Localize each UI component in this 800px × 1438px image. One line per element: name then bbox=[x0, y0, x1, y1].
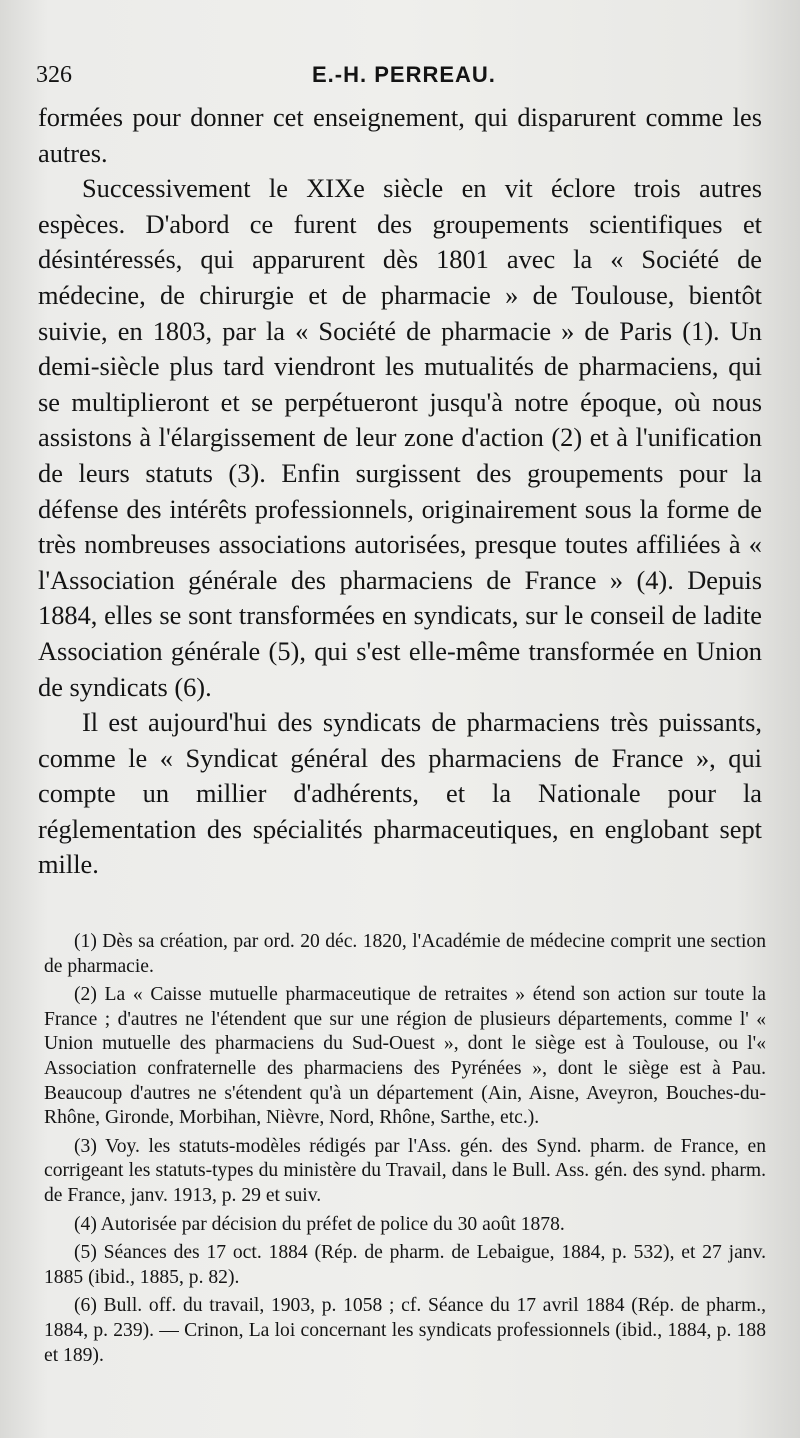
paragraph: Successivement le XIXe siècle en vit éclore trois autres espèces. D'abord ce furent des groupements scientifiques et désintéressés, qui apparurent dès 1801 avec la « Société de médecine, de chirurgie et de pharmacie » de Toulouse, bientôt suivie, en 1803, par la « Société de pharmacie » de Paris (1). Un demi-siècle plus tard viendront les mutualités de pharmaciens, qui se multiplieront et se perpétueront jusqu'à notre époque, où nous assistons à l'élargissement de leur zone d'action (2) et à l'unification de leurs statuts (3). Enfin surgissent des groupements pour la défense des intérêts professionnels, originairement sous la forme de très nombreuses associations autorisées, presque toutes affiliées à « l'Association générale des pharmaciens de France » (4). Depuis 1884, elles se sont transformées en syndicats, sur le conseil de ladite Association générale (5), qui s'est elle-même transformée en Union de syndicats (6). bbox=[38, 173, 762, 702]
footnote: (1) Dès sa création, par ord. 20 déc. 1820, l'Académie de médecine comprit une section de pharmacie. bbox=[44, 931, 766, 977]
paragraph: Il est aujourd'hui des syndicats de pharmaciens très puissants, comme le « Syndicat général des pharmaciens de France », qui compte un millier d'adhérents, et la Nationale pour la réglementation des spécialités pharmaceutiques, en englobant sept mille. bbox=[38, 707, 762, 880]
footnote: (2) La « Caisse mutuelle pharmaceutique de retraites » étend son action sur toute la France ; d'autres ne l'étendent que sur une région de plusieurs départements, comme l' « Union mutuelle des pharmaciens du Sud-Ouest », dont le siège est à Toulouse, ou l'« Association confraternelle des pharmaciens des Pyrénées », dont le siège est à Pau. Beaucoup d'autres ne s'étendent qu'à un département (Ain, Aisne, Aveyron, Bouches-du-Rhône, Gironde, Morbihan, Nièvre, Nord, Rhône, Sarthe, etc.). bbox=[44, 984, 766, 1129]
page-number: 326 bbox=[36, 62, 72, 88]
paragraph-continuation: formées pour donner cet enseignement, qui disparurent comme les autres. bbox=[38, 102, 762, 168]
footnote: (3) Voy. les statuts-modèles rédigés par l'Ass. gén. des Synd. pharm. de France, en corrigeant les statuts-types du ministère du Travail, dans le Bull. Ass. gén. des synd. pharm. de France, janv. 1913, p. 29 et suiv. bbox=[44, 1135, 766, 1206]
footnotes bbox=[44, 930, 766, 1372]
footnote: (5) Séances des 17 oct. 1884 (Rép. de pharm. de Lebaigue, 1884, p. 532), et 27 janv. 1885 (ibid., 1885, p. 82). bbox=[44, 1242, 766, 1288]
page-header bbox=[36, 62, 766, 98]
footnote: (6) Bull. off. du travail, 1903, p. 1058 ; cf. Séance du 17 avril 1884 (Rép. de pharm., 1884, p. 239). — Crinon, La loi concernant les syndicats professionnels (ibid., 1884, p. 188 et 189). bbox=[44, 1295, 766, 1366]
footnote: (4) Autorisée par décision du préfet de police du 30 août 1878. bbox=[74, 1213, 565, 1235]
main-text bbox=[38, 100, 762, 883]
running-head: E.-H. PERREAU. bbox=[312, 62, 496, 87]
